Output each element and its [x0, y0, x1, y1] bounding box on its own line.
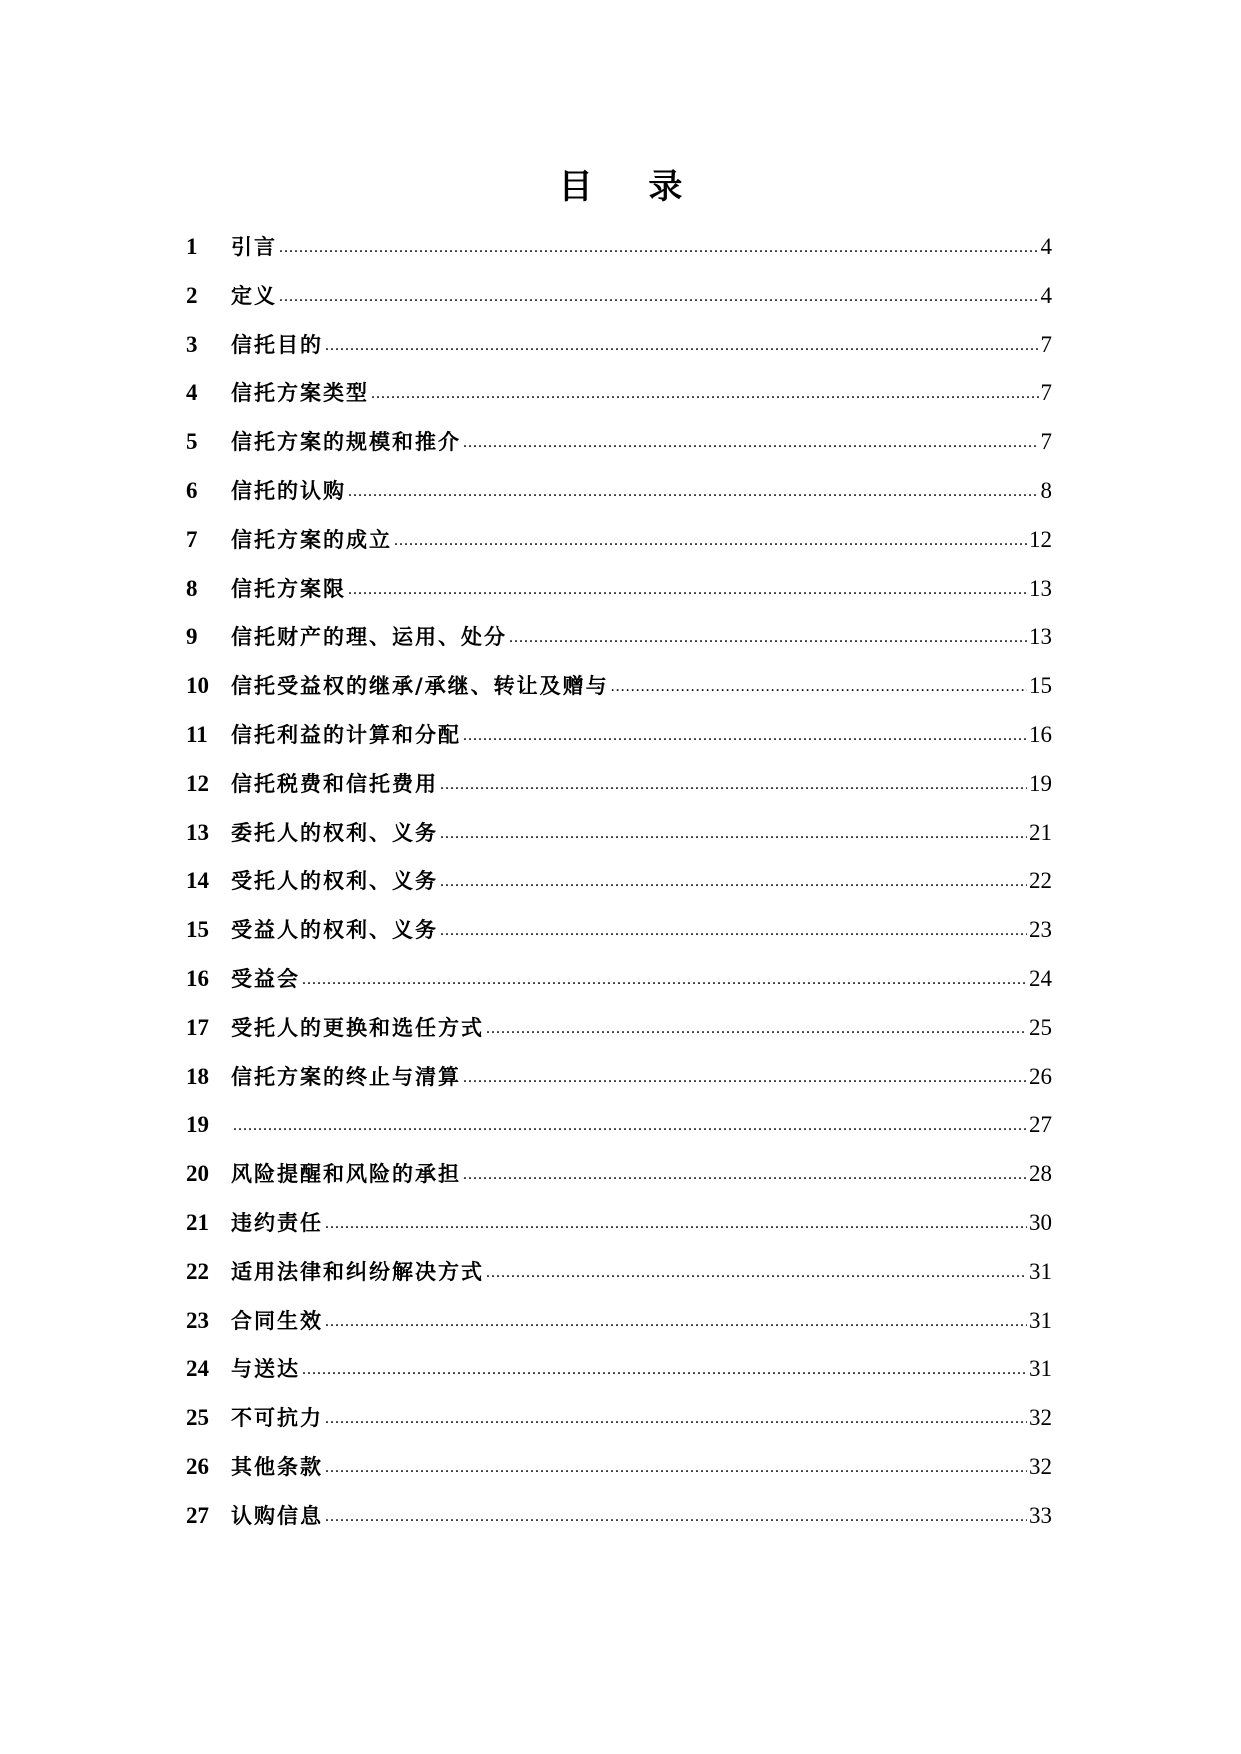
toc-entry[interactable] — [186, 1208, 1052, 1257]
toc-entry-title: 受托人的权利、义务 — [231, 869, 438, 894]
toc-entry-number: 26 — [186, 1453, 209, 1479]
toc-dot-leader — [325, 1307, 1027, 1337]
toc-entry-number: 13 — [186, 819, 209, 845]
toc-entry-number: 19 — [186, 1112, 209, 1138]
toc-entry-page: 16 — [1029, 721, 1052, 747]
toc-entry-number: 21 — [186, 1209, 209, 1235]
toc-entry[interactable] — [186, 915, 1052, 964]
toc-entry[interactable] — [186, 427, 1052, 476]
toc-entry-number: 12 — [186, 770, 209, 796]
toc-entry-number: 17 — [186, 1014, 209, 1040]
toc-dot-leader — [394, 526, 1027, 556]
toc-dot-leader — [348, 477, 1039, 507]
toc-entry-page: 13 — [1029, 575, 1052, 601]
toc-entry-page: 32 — [1029, 1453, 1052, 1479]
toc-entry-title: 信托财产的理、运用、处分 — [231, 625, 507, 650]
toc-dot-leader — [440, 916, 1027, 946]
toc-entry[interactable] — [186, 769, 1052, 818]
toc-entry-title: 与送达 — [231, 1357, 300, 1382]
toc-entry-title: 受益人的权利、义务 — [231, 918, 438, 943]
toc-entry-number: 2 — [186, 282, 198, 308]
toc-entry[interactable] — [186, 1452, 1052, 1501]
toc-entry-number: 18 — [186, 1063, 209, 1089]
toc-entry-title: 合同生效 — [231, 1308, 323, 1333]
page-title: 目 录 — [558, 166, 705, 207]
toc-dot-leader — [302, 965, 1027, 995]
toc-dot-leader — [233, 1111, 1027, 1141]
toc-entry[interactable] — [186, 1110, 1052, 1159]
toc-entry-number: 3 — [186, 331, 198, 357]
toc-entry[interactable] — [186, 1062, 1052, 1111]
toc-entry-page: 4 — [1040, 282, 1052, 308]
toc-dot-leader — [486, 1258, 1027, 1288]
toc-entry[interactable] — [186, 1159, 1052, 1208]
toc-dot-leader — [325, 331, 1039, 361]
toc-entry-number: 22 — [186, 1258, 209, 1284]
toc-entry-page: 32 — [1029, 1405, 1052, 1431]
toc-entry[interactable] — [186, 574, 1052, 623]
toc-dot-leader — [440, 819, 1027, 849]
toc-entry-number: 24 — [186, 1356, 209, 1382]
toc-entry-title: 违约责任 — [231, 1210, 323, 1235]
toc-entry-page: 24 — [1029, 965, 1052, 991]
toc-entry[interactable] — [186, 1306, 1052, 1355]
toc-entry-page: 25 — [1029, 1014, 1052, 1040]
toc-entry-number: 16 — [186, 965, 209, 991]
toc-entry[interactable] — [186, 330, 1052, 379]
toc-entry-page: 13 — [1029, 624, 1052, 650]
toc-entry[interactable] — [186, 476, 1052, 525]
toc-dot-leader — [279, 282, 1039, 312]
toc-dot-leader — [463, 721, 1027, 751]
toc-entry-title: 委托人的权利、义务 — [231, 820, 438, 845]
toc-entry-page: 7 — [1040, 429, 1052, 455]
toc-entry[interactable] — [186, 1013, 1052, 1062]
toc-dot-leader — [463, 1063, 1027, 1093]
toc-entry[interactable] — [186, 720, 1052, 769]
toc-entry-number: 14 — [186, 868, 209, 894]
toc-entry-page: 30 — [1029, 1209, 1052, 1235]
toc-entry-number: 20 — [186, 1161, 209, 1187]
toc-entry-page: 31 — [1029, 1258, 1052, 1284]
toc-entry-number: 15 — [186, 917, 209, 943]
toc-entry-title: 信托方案的终止与清算 — [231, 1064, 461, 1089]
toc-entry[interactable] — [186, 818, 1052, 867]
toc-entry[interactable] — [186, 1354, 1052, 1403]
toc-entry-number: 25 — [186, 1405, 209, 1431]
toc-entry[interactable] — [186, 671, 1052, 720]
toc-entry[interactable] — [186, 232, 1052, 281]
toc-entry-page: 22 — [1029, 868, 1052, 894]
toc-entry-page: 15 — [1029, 673, 1052, 699]
toc-entry-page: 31 — [1029, 1307, 1052, 1333]
toc-entry-number: 10 — [186, 673, 209, 699]
toc-entry[interactable] — [186, 378, 1052, 427]
toc-entry-page: 33 — [1029, 1502, 1052, 1528]
toc-entry-title: 引言 — [231, 235, 277, 259]
toc-entry-page: 21 — [1029, 819, 1052, 845]
toc-dot-leader — [325, 1209, 1027, 1239]
toc-entry-page: 23 — [1029, 917, 1052, 943]
toc-entry-title: 受托人的更换和选任方式 — [231, 1015, 484, 1040]
toc-entry-page: 28 — [1029, 1161, 1052, 1187]
toc-entry-title: 信托受益权的继承/承继、转让及赠与 — [231, 674, 609, 699]
toc-entry[interactable] — [186, 866, 1052, 915]
toc-entry-page: 8 — [1040, 477, 1052, 503]
toc-entry-page: 27 — [1029, 1112, 1052, 1138]
toc-entry-title: 不可抗力 — [231, 1406, 323, 1431]
toc-dot-leader — [486, 1014, 1027, 1044]
toc-dot-leader — [611, 672, 1027, 702]
toc-entry[interactable] — [186, 1403, 1052, 1452]
toc-entry-page: 31 — [1029, 1356, 1052, 1382]
toc-dot-leader — [325, 1453, 1027, 1483]
toc-entry-page: 26 — [1029, 1063, 1052, 1089]
toc-entry-title: 信托方案类型 — [231, 381, 369, 406]
toc-dot-leader — [348, 575, 1027, 605]
toc-entry-title: 适用法律和纠纷解决方式 — [231, 1259, 484, 1284]
toc-entry-page: 7 — [1040, 331, 1052, 357]
toc-entry-title: 信托方案的成立 — [231, 527, 392, 552]
toc-entry-page: 7 — [1040, 380, 1052, 406]
toc-entry-number: 9 — [186, 624, 198, 650]
toc-entry-title: 信托方案限 — [231, 576, 346, 601]
toc-entry-number: 5 — [186, 429, 198, 455]
toc-entry-page: 12 — [1029, 526, 1052, 552]
toc-entry-number: 27 — [186, 1502, 209, 1528]
toc-entry[interactable] — [186, 525, 1052, 574]
toc-entry-title: 认购信息 — [231, 1503, 323, 1528]
toc-dot-leader — [463, 1160, 1027, 1190]
toc-entry-number: 7 — [186, 526, 198, 552]
toc-dot-leader — [325, 1404, 1027, 1434]
toc-dot-leader — [463, 428, 1039, 458]
toc-dot-leader — [302, 1355, 1027, 1385]
toc-entry-number: 8 — [186, 575, 198, 601]
toc-entry-number: 4 — [186, 380, 198, 406]
toc-entry[interactable] — [186, 964, 1052, 1013]
toc-entry-page: 19 — [1029, 770, 1052, 796]
toc-entry[interactable] — [186, 1257, 1052, 1306]
toc-entry-number: 11 — [186, 721, 208, 747]
toc-entry-title: 定义 — [231, 283, 277, 308]
toc-dot-leader — [440, 867, 1027, 897]
toc-entry[interactable] — [186, 1501, 1052, 1550]
toc-dot-leader — [440, 770, 1027, 800]
toc-entry-number: 1 — [186, 234, 198, 259]
toc-entry-title: 信托税费和信托费用 — [231, 771, 438, 796]
toc-entry-title: 信托目的 — [231, 332, 323, 357]
toc-dot-leader — [279, 233, 1039, 263]
toc-entry-number: 6 — [186, 477, 198, 503]
toc-entry[interactable] — [186, 281, 1052, 330]
toc-entry[interactable] — [186, 622, 1052, 671]
toc-entry-title: 风险提醒和风险的承担 — [231, 1162, 461, 1187]
toc-dot-leader — [371, 379, 1039, 409]
toc-dot-leader — [509, 623, 1027, 653]
toc-entry-title: 信托利益的计算和分配 — [231, 722, 461, 747]
toc-entry-title: 信托方案的规模和推介 — [231, 430, 461, 455]
table-of-contents — [186, 232, 1052, 1550]
toc-entry-title: 其他条款 — [231, 1454, 323, 1479]
toc-dot-leader — [325, 1502, 1027, 1532]
toc-entry-page: 4 — [1040, 234, 1052, 259]
toc-entry-number: 23 — [186, 1307, 209, 1333]
toc-entry-title: 信托的认购 — [231, 478, 346, 503]
toc-entry-title: 受益会 — [231, 966, 300, 991]
